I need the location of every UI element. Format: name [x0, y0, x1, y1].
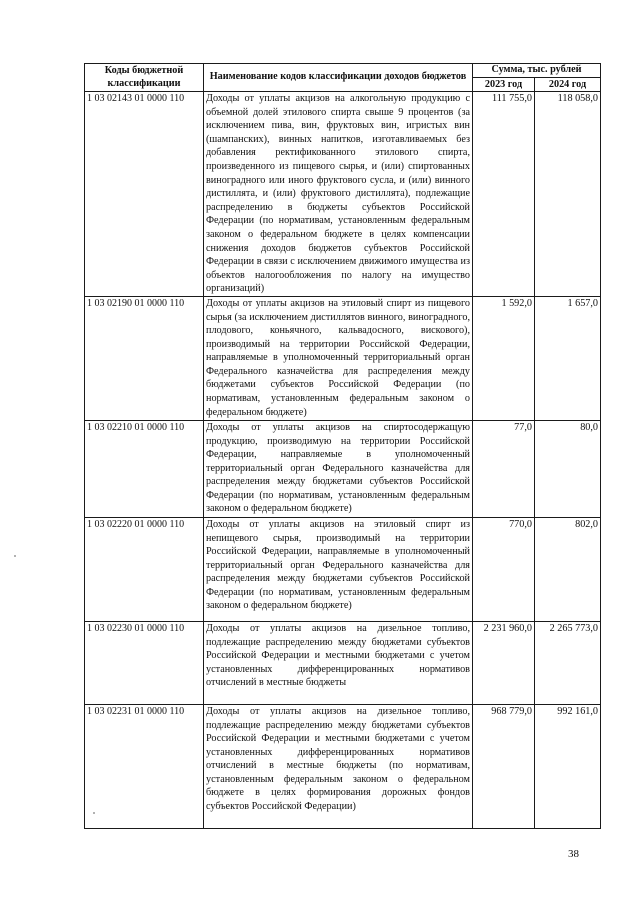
amount-2023: 77,0 [473, 420, 535, 517]
amount-2024: 802,0 [535, 517, 601, 621]
budget-code: 1 03 02230 01 0000 110 [85, 621, 204, 704]
budget-code: 1 03 02210 01 0000 110 [85, 420, 204, 517]
revenue-description: Доходы от уплаты акцизов на алкогольную продукцию с объемной долей этилового спирта свыше 9 процентов (за исключением пива, вин, фруктовых вин, игристых вин (шампанских), винных напитков, изготавливаемых без добавления ректификованного этилового спирта, произведенного из пищевого сырья, и (или) спиртованных виноградного или иного фруктового сусла, и (или) винного дистиллята, и (или) фруктового дистиллята), подлежащие распределению в бюджеты субъектов Российской Федерации (по нормативам, установленным федеральным законом о федеральном бюджете в целях компенсации снижения доходов бюджетов субъектов Российской Федерации в связи с исключением движимого имущества из объектов налогообложения по налогу на имущество организаций) [204, 92, 473, 297]
scan-speck [93, 812, 95, 814]
revenue-description: Доходы от уплаты акцизов на дизельное топливо, подлежащие распределению между бюджетами субъектов Российской Федерации и местными бюджетами с учетом установленных дифференцированных нормативов отчислений в местные бюджеты (по нормативам, установленным федеральным законом о федеральном бюджете в целях формирования дорожных фондов субъектов Российской Федерации) [204, 704, 473, 828]
budget-code: 1 03 02143 01 0000 110 [85, 92, 204, 297]
amount-2023: 1 592,0 [473, 296, 535, 420]
page-number: 38 [568, 848, 579, 860]
revenue-description: Доходы от уплаты акцизов на дизельное топливо, подлежащие распределению между бюджетами субъектов Российской Федерации и местными бюджетами с учетом установленных дифференцированных нормативов отчислений в местные бюджеты [204, 621, 473, 704]
table-row [85, 420, 601, 517]
table-row [85, 704, 601, 828]
table-row [85, 296, 601, 420]
table-header-row [85, 64, 601, 78]
header-year-2024: 2024 год [535, 78, 601, 92]
amount-2024: 992 161,0 [535, 704, 601, 828]
amount-2023: 770,0 [473, 517, 535, 621]
budget-revenue-table [84, 63, 601, 829]
header-year-2023: 2023 год [473, 78, 535, 92]
amount-2023: 111 755,0 [473, 92, 535, 297]
amount-2023: 968 779,0 [473, 704, 535, 828]
table-row [85, 92, 601, 297]
table-row [85, 621, 601, 704]
revenue-description: Доходы от уплаты акцизов на этиловый спирт из непищевого сырья, производимый на территории Российской Федерации, направляемые в уполномоченный территориальный орган Федерального казначейства для распределения между бюджетами субъектов Российской Федерации (по нормативам, установленным федеральным законом о федеральном бюджете) [204, 517, 473, 621]
header-codes: Коды бюджетной классификации [85, 64, 204, 92]
budget-code: 1 03 02190 01 0000 110 [85, 296, 204, 420]
header-sum: Сумма, тыс. рублей [473, 64, 601, 78]
amount-2024: 2 265 773,0 [535, 621, 601, 704]
amount-2024: 1 657,0 [535, 296, 601, 420]
table-row [85, 517, 601, 621]
amount-2023: 2 231 960,0 [473, 621, 535, 704]
revenue-description: Доходы от уплаты акцизов на спиртосодержащую продукцию, производимую на территории Российской Федерации, направляемые в уполномоченный территориальный орган Федерального казначейства для распределения между бюджетами субъектов Российской Федерации (по нормативам, установленным федеральным законом о федеральном бюджете) [204, 420, 473, 517]
budget-code: 1 03 02220 01 0000 110 [85, 517, 204, 621]
amount-2024: 80,0 [535, 420, 601, 517]
scan-speck [14, 555, 16, 557]
revenue-description: Доходы от уплаты акцизов на этиловый спирт из пищевого сырья (за исключением дистиллятов винного, виноградного, плодового, коньячного, кальвадосного, вискового), производимый на территории Российской Федерации, направляемые в уполномоченный территориальный орган Федерального казначейства для распределения между бюджетами субъектов Российской Федерации (по нормативам, установленным федеральным законом о федеральном бюджете) [204, 296, 473, 420]
budget-code: 1 03 02231 01 0000 110 [85, 704, 204, 828]
header-name: Наименование кодов классификации доходов бюджетов [204, 64, 473, 92]
amount-2024: 118 058,0 [535, 92, 601, 297]
